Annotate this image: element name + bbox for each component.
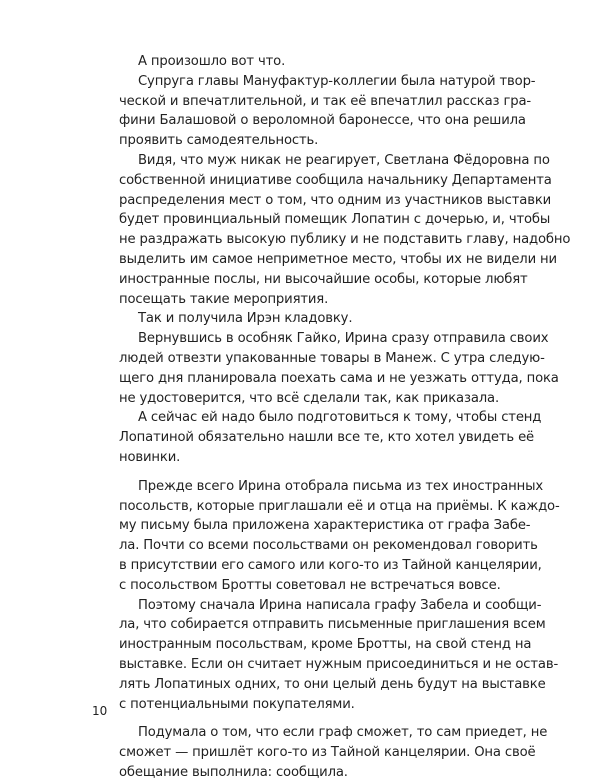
text-line: му письму была приложена характеристика от графа Забе- (119, 518, 531, 534)
text-line: посольств, которые приглашали её и отца на приёмы. К каждо- (119, 498, 560, 514)
text-line: обещание выполнила: сообщила. (119, 764, 348, 780)
text-line: выделить им самое неприметное место, чтобы их не видели ни (119, 251, 557, 267)
text-line: Лопатиной обязательно нашли все те, кто хотел увидеть её (119, 430, 535, 446)
paragraph (119, 151, 571, 309)
paragraph (119, 477, 560, 596)
text-line: Подумала о том, что если граф сможет, то сам приедет, не (138, 725, 548, 741)
text-line: собственной инициативе сообщила начальнику Департамента (119, 172, 552, 188)
text-line: А сейчас ей надо было подготовиться к тому, чтобы стенд (138, 410, 542, 426)
text-line: выставке. Если он считает нужным присоединиться и не остав- (119, 656, 559, 672)
text-line: Супруга главы Мануфактур-коллегии была натурой твор- (138, 73, 536, 89)
paragraph (119, 309, 507, 329)
text-line: проявить самодеятельность. (119, 133, 319, 149)
text-line: иностранным посольствам, кроме Бротты, на свой стенд на (119, 637, 532, 653)
text-line: не удостоверится, что всё сделали так, как приказала. (119, 390, 500, 406)
paragraph (119, 72, 536, 151)
text-line: щего дня планировала поехать сама и не уезжать оттуда, пока (119, 370, 559, 386)
text-line: ла, что собирается отправить письменные приглашения всем (119, 617, 546, 633)
text-line: будет провинциальный помещик Лопатин с дочерью, и, чтобы (119, 212, 551, 228)
text-line: ческой и впечатлительной, и так её впечатлил рассказ гра- (119, 93, 531, 109)
text-line: лять Лопатиных одних, то они целый день будут на выставке (119, 676, 546, 692)
text-line: Прежде всего Ирина отобрала письма из тех иностранных (138, 478, 543, 494)
text-line: посещать такие мероприятия. (119, 291, 329, 307)
body-text (119, 52, 571, 783)
paragraph (119, 408, 542, 467)
text-line: иностранные послы, ни высочайшие особы, которые любят (119, 271, 528, 287)
page-number: 10 (92, 704, 108, 718)
text-line: с потенциальными покупателями. (119, 696, 355, 712)
paragraph (119, 329, 559, 408)
text-line: новинки. (119, 449, 181, 465)
paragraph (119, 723, 548, 782)
text-line: А произошло вот что. (138, 54, 286, 69)
text-line: с посольством Бротты советовал не встречаться вовсе. (119, 577, 501, 593)
text-line: распределения мест о том, что одним из участников выставки (119, 192, 552, 208)
text-line: Так и получила Ирэн кладовку. (138, 311, 353, 327)
text-line: людей отвезти упакованные товары в Манеж. С утра следую- (119, 350, 545, 366)
paragraph (119, 596, 559, 715)
text-line: Поэтому сначала Ирина написала графу Забела и сообщи- (138, 597, 542, 613)
text-line: фини Балашовой о вероломной баронессе, что она решила (119, 113, 526, 129)
section-spacer (119, 468, 507, 477)
text-line: в присутствии его самого или кого-то из Тайной канцелярии, (119, 557, 542, 573)
paragraph (119, 52, 507, 72)
text-line: не раздражать высокую публику и не подставить главу, надобно (119, 232, 571, 248)
text-line: Видя, что муж никак не реагирует, Светлана Фёдоровна по (138, 152, 550, 168)
text-line: сможет — пришлёт кого-то из Тайной канцелярии. Она своё (119, 745, 536, 761)
text-line: ла. Почти со всеми посольствами он рекомендовал говорить (119, 538, 538, 554)
section-spacer (119, 714, 507, 723)
text-line: Вернувшись в особняк Гайко, Ирина сразу отправила своих (138, 331, 549, 347)
